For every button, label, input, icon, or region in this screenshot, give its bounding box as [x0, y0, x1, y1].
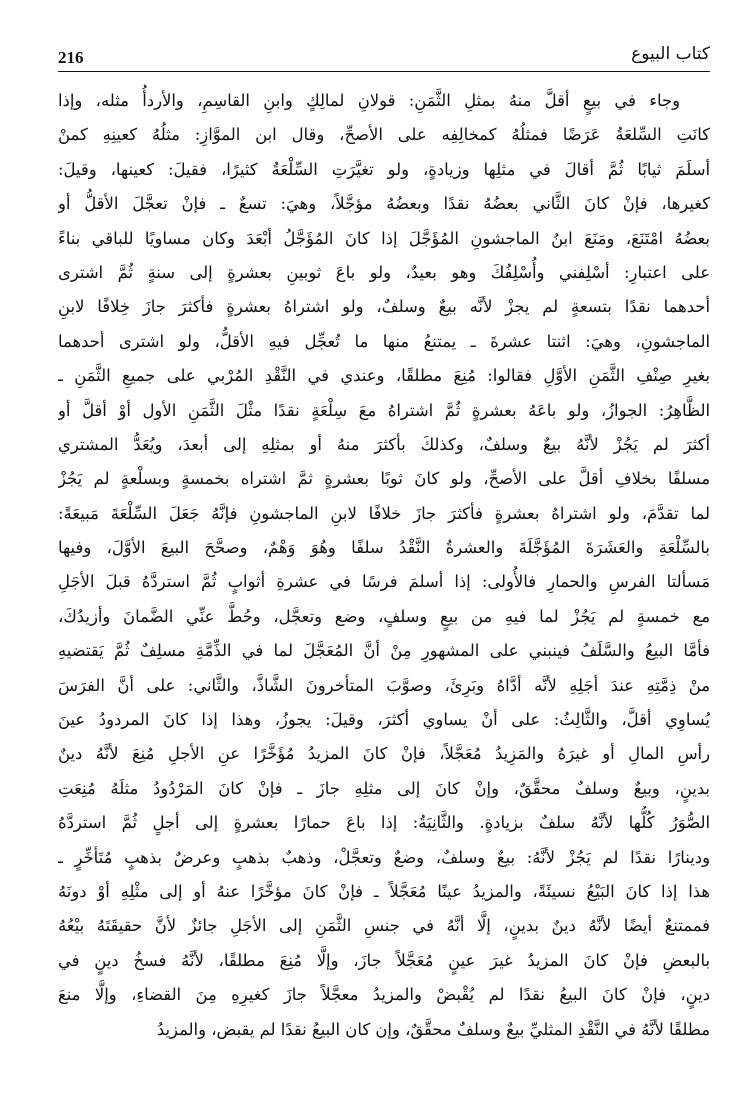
text-line: أسلَمَ ثيابًا ثُمَّ أقالَ في مثلِها وزيادةٍ، ولو تغيَّرَتِ السِّلْعَةُ كثيرًا، فقيلَ: كعينها، وقيلَ: — [58, 159, 710, 179]
text-line: كانَتِ السِّلعَةُ عَرَضًا فمثلُهُ كمخالِفِه على الأصحِّ، وقال ابن الموَّازِ: مثلُهُ كعينِهِ كمنْ — [58, 125, 710, 145]
text-line: بغيرِ صِنْفِ الثَّمَنِ الأوَّلِ فقالوا: مُنِعَ مطلقًا، وعندي في النَّقْدِ المُرْبي على جميعِ الثَّمَنِ ـ — [58, 366, 710, 386]
page-number: 216 — [58, 48, 84, 67]
text-line: لما تقدَّمَ، ولو اشتراهُ بعشرةٍ فأكثرَ جازَ خلافًا لابنِ الماجشونِ فإنَّهُ جَعَلَ السِّلْعَةَ مَبيعَةً: — [58, 503, 710, 523]
text-line: منْ ذِمَّتِهِ عندَ أجَلِهِ لأنَّه أدَّاهُ وبَرِئَ، وصوَّبَ المتأخرونَ الشَّاذَّ، والثَّاني: على أنَّ الفرَسَ — [58, 675, 710, 695]
body-text — [58, 84, 710, 1047]
book-title: كتاب البيوع — [631, 44, 710, 64]
header-rule — [58, 71, 710, 72]
text-line: فأمَّا البيعُ والسَّلَفُ فينبني على المشهورِ مِنْ أنَّ المُعَجَّلَ لما في الذِّمَّةِ مسلِفٌ ثُمَّ يَقتضيهِ — [58, 641, 710, 661]
text-line: الصُّوَرُ كُلُّها لأنَّهُ سلفٌ بزيادةٍ. والثَّانِيَةُ: إذا باعَ حمارًا بعشرةٍ إلى أجلٍ ثُمَّ استردَّهُ — [58, 813, 710, 833]
running-header — [58, 38, 710, 72]
text-line: الظَّاهِرُ: الجوازُ، ولو باعَهُ بعشرةٍ ثُمَّ اشتراهُ معَ سِلْعَةٍ نقدًا مثْلَ الثَّمَنِ الأول أوْ أقلَّ أو — [58, 400, 710, 420]
text-line: مطلقًا لأنَّهُ في النَّقْدِ المثليِّ بيعٌ وسلفٌ محقَّقٌ، وإن كان البيعُ نقدًا لم يقبض، والمزيدُ — [156, 1019, 710, 1039]
text-line: بالبعضِ فإنْ كانَ المزيدُ غيرَ عينٍ مُعَجَّلاً جازَ، وإلَّا مُنِعَ مطلقًا، لأنَّهُ فسخُ دينٍ في — [58, 950, 710, 970]
text-line: بدينٍ، وبيعٌ وسلفٌ محقَّقٌ، وإنْ كانَ إلى مثلِهِ جازَ ـ فإنْ كانَ المَرْدُودُ مثلَهُ مُنِعَتِ — [58, 778, 710, 798]
text-line: بعضُهُ امْتَنَعَ، ومَنَعَ ابنُ الماجشونِ المُؤَجَّلَ إذا كانَ المُؤَجَّلُ أبْعَدَ وكان مساويًا للباقي بناءً — [58, 228, 710, 248]
text-line: مسلفًا بخلافِ أقلَّ على الأصحِّ، ولو كانَ ثوبًا بعشرةٍ ثمَّ اشتراه بخمسةٍ وبسلْعةٍ لم يَجُزْ — [58, 469, 710, 489]
text-line: يُساوِي أقلَّ، والثَّالِثُ: على أنْ يساوي أكثرَ، وقيلَ: يجوزُ، وهذا إذا كانَ المردودُ عينَ — [58, 710, 710, 730]
text-line: كغيرها، فإنْ كانَ الثَّاني بعضُهُ نقدًا وبعضُهُ مؤجَّلاً، وهيَ: تسعٌ ـ فإنْ تعجَّلَ الأقلُّ أو — [58, 194, 710, 214]
text-line: أحدهما نقدًا بتسعةٍ لم يجزْ لأنَّه بيعٌ وسلفٌ، ولو اشتراهُ بعشرةٍ فأكثرَ جازَ خِلافًا لابنِ — [58, 297, 710, 317]
text-line: بالسِّلْعَةِ والعَشَرَةَ المُؤَجَّلَةَ والعشرةُ النَّقْدُ سلفًا وهُوَ وَهْمٌ، وصحَّحَ البيعَ الأوَّلَ، وفيها — [58, 538, 710, 558]
text-line: مَسألتا الفرسِ والحمارِ فالأُولى: إذا أسلمَ فرسًا في عشرةِ أثوابٍ ثُمَّ استردَّهُ قبلَ الأجَلِ — [58, 572, 710, 592]
text-line: الماجشونِ، وهيَ: اثنتا عشرةَ ـ يمتنعُ منها ما تُعجِّل فيهِ الأقلُّ، ولو اشترى أحدهما — [58, 331, 710, 351]
text-line: وجاء في بيعٍ أقلَّ منهُ بمثلِ الثَّمَنِ: قولانِ لمالِكٍ وابنِ القاسِمِ، والأردأُ مثله، وإذا — [58, 91, 680, 110]
text-line: هذا إذا كانَ البَيْعُ نسيئَةً، والمزيدُ عينًا مُعَجَّلاً ـ فإنْ كانَ مؤخَّرًا عنهُ أو إلى مثْلِهِ أوْ دونَهُ — [58, 881, 710, 901]
text-line: دينٍ، فإنْ كانَ البيعُ نقدًا لم يُقْبضْ والمزيدُ معجَّلاً جازَ كغيرِهِ مِنَ القضاءِ، وإلَّا منعَ — [58, 985, 710, 1005]
text-line: رأسِ المالِ أو غيرَهُ والمَزِيدُ مُعَجَّلاً، فإنْ كانَ المزيدُ مُؤَخَّرًا عنِ الأجلِ مُنِعَ لأنَّهُ دينٌ — [58, 744, 710, 764]
text-line: ودينارًا نقدًا لم يَجُزْ لأنَّهُ: بيعٌ وسلفٌ، وضعٌ وتعجَّلْ، وذهبٌ بذهبٍ وعرضٌ بذهبٍ مُتَأخِّرٍ ـ — [58, 847, 710, 867]
text-line: فممتنعٌ أيضًا لأنَّهُ دينٌ بدينٍ، إلَّا أنَّهُ في جنسِ الثَّمَنِ إلى الأجَلِ جائزٌ لأنَّ حقيقَتَهُ بيْعُهُ — [58, 916, 710, 936]
text-line: على اعتبارِ: أسْلِفني وأُسْلِفُكَ وهو بعيدٌ، ولو باعَ ثوبينِ بعشرةٍ إلى سنةٍ ثُمَّ اشترى — [58, 262, 710, 282]
text-line: أكثرَ لم يَجُزْ لأنَّهُ بيعٌ وسلفٌ، وكذلكَ بأكثرَ منهُ أو بمثلِهِ إلى أبعدَ، ويُعَدُّ المشتري — [58, 434, 710, 454]
text-line: مع خمسةٍ لم يَجُزْ لما فيهِ من بيعٍ وسلفٍ، وضع وتعجَّل، وحُطَّ عنِّي الضَّمانَ وأزيدُكَ، — [58, 606, 710, 626]
